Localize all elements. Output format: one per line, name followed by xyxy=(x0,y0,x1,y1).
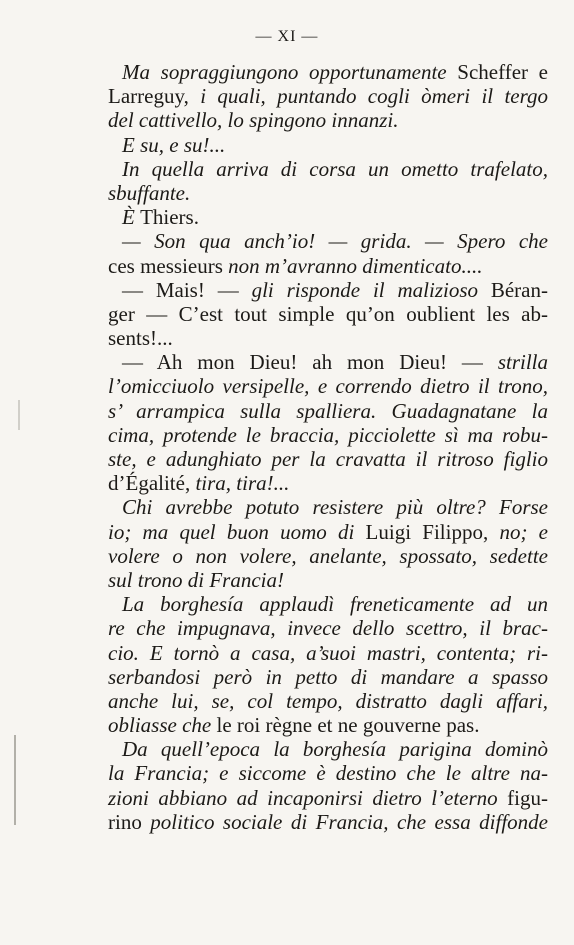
italic-text: i quali, puntando cogli òmeri il tergo xyxy=(200,84,548,109)
italic-text: cima, protende le braccia, picciolette sì ma robu- xyxy=(108,422,548,447)
italic-text: politico sociale di Francia, che essa diffonde xyxy=(150,809,548,834)
italic-text: io; ma quel buon uomo di xyxy=(108,519,366,544)
text-line xyxy=(108,181,548,205)
text-line xyxy=(108,423,548,447)
italic-text: sul trono di Francia! xyxy=(108,567,284,592)
italic-text: tira, tira!... xyxy=(195,471,290,496)
roman-text: Béran- xyxy=(490,277,548,302)
text-line xyxy=(108,447,548,471)
italic-text: obliasse che xyxy=(108,713,217,738)
italic-text: La borghesía applaudì freneticamente ad un xyxy=(122,592,548,617)
text-line xyxy=(108,254,548,278)
italic-text: Da quell’epoca la borghesía parigina dominò xyxy=(122,737,548,762)
text-line xyxy=(108,810,548,834)
text-line xyxy=(108,374,548,398)
italic-text: la Francia; e siccome è destino che le altre na- xyxy=(108,761,548,786)
roman-text: sents!... xyxy=(108,326,173,351)
roman-text: Luigi Filippo, xyxy=(365,519,500,544)
text-line xyxy=(108,350,548,374)
italic-text: Chi avrebbe potuto resistere più oltre? Forse xyxy=(122,495,548,520)
text-line xyxy=(108,737,548,761)
text-line xyxy=(108,60,548,84)
text-line xyxy=(108,616,548,640)
roman-text: Thiers. xyxy=(140,205,199,230)
roman-text: Scheffer e xyxy=(457,60,548,84)
text-line xyxy=(108,761,548,785)
text-line xyxy=(108,495,548,519)
roman-text: Larreguy, xyxy=(108,84,201,109)
italic-text: gli risponde il malizioso xyxy=(251,277,491,302)
text-line xyxy=(108,278,548,302)
italic-text: Ma sopraggiungono opportunamente xyxy=(122,60,458,84)
text-line xyxy=(108,326,548,350)
roman-text: d’Égalité, xyxy=(108,471,196,496)
italic-text: zioni abbiano ad incaponirsi dietro l’eterno xyxy=(108,785,508,810)
text-line xyxy=(108,399,548,423)
italic-text: non m’avranno dimenticato.... xyxy=(228,253,483,278)
roman-text: ger — C’est tout simple qu’on oublient les ab- xyxy=(108,301,548,326)
roman-text: ces messieurs xyxy=(108,253,229,278)
text-line xyxy=(108,641,548,665)
italic-text: l’omicciuolo versipelle, e correndo dietro il trono, xyxy=(108,374,548,399)
text-line xyxy=(108,520,548,544)
italic-text: sbuffante. xyxy=(108,180,191,205)
text-line xyxy=(108,786,548,810)
roman-text: figu- xyxy=(507,785,548,810)
text-line xyxy=(108,568,548,592)
text-line xyxy=(108,157,548,181)
text-line xyxy=(108,592,548,616)
text-line xyxy=(108,229,548,253)
italic-text: cio. E tornò a casa, a’suoi mastri, contenta; ri- xyxy=(108,640,548,665)
text-line xyxy=(108,133,548,157)
margin-mark xyxy=(18,400,20,430)
italic-text: — Son qua anch’io! — grida. — Spero che xyxy=(122,229,548,254)
italic-text: In quella arriva di corsa un ometto trafelato, xyxy=(122,156,548,181)
text-line xyxy=(108,471,548,495)
italic-text: ste, e adunghiato per la cravatta il ritroso figlio xyxy=(108,447,548,471)
roman-text: — Mais! — xyxy=(122,277,252,302)
text-line xyxy=(108,302,548,326)
page-number: — XI — xyxy=(255,28,319,45)
text-line xyxy=(108,689,548,713)
text-line xyxy=(108,108,548,132)
roman-text: le roi règne et ne gouverne pas. xyxy=(216,713,480,738)
body-text xyxy=(108,60,548,834)
italic-text: E su, e su!... xyxy=(122,132,226,157)
margin-mark xyxy=(14,735,16,825)
text-line xyxy=(108,205,548,229)
text-line xyxy=(108,84,548,108)
roman-text: — Ah mon Dieu! ah mon Dieu! — xyxy=(122,350,498,375)
text-line xyxy=(108,665,548,689)
italic-text: È xyxy=(122,205,141,230)
text-line xyxy=(108,713,548,737)
italic-text: anche lui, se, col tempo, distratto dagli affari, xyxy=(108,688,548,713)
italic-text: re che impugnava, invece dello scettro, il brac- xyxy=(108,616,548,641)
italic-text: no; e xyxy=(499,519,548,544)
italic-text: strilla xyxy=(497,350,548,375)
italic-text: serbandosi però in petto di mandare a spasso xyxy=(108,664,548,689)
italic-text: volere o non volere, anelante, spossato, sedette xyxy=(108,543,548,568)
roman-text: rino xyxy=(108,809,151,834)
italic-text: del cattivello, lo spingono innanzi. xyxy=(108,108,399,133)
text-line xyxy=(108,544,548,568)
italic-text: s’ arrampica sulla spalliera. Guadagnatane la xyxy=(108,398,548,423)
